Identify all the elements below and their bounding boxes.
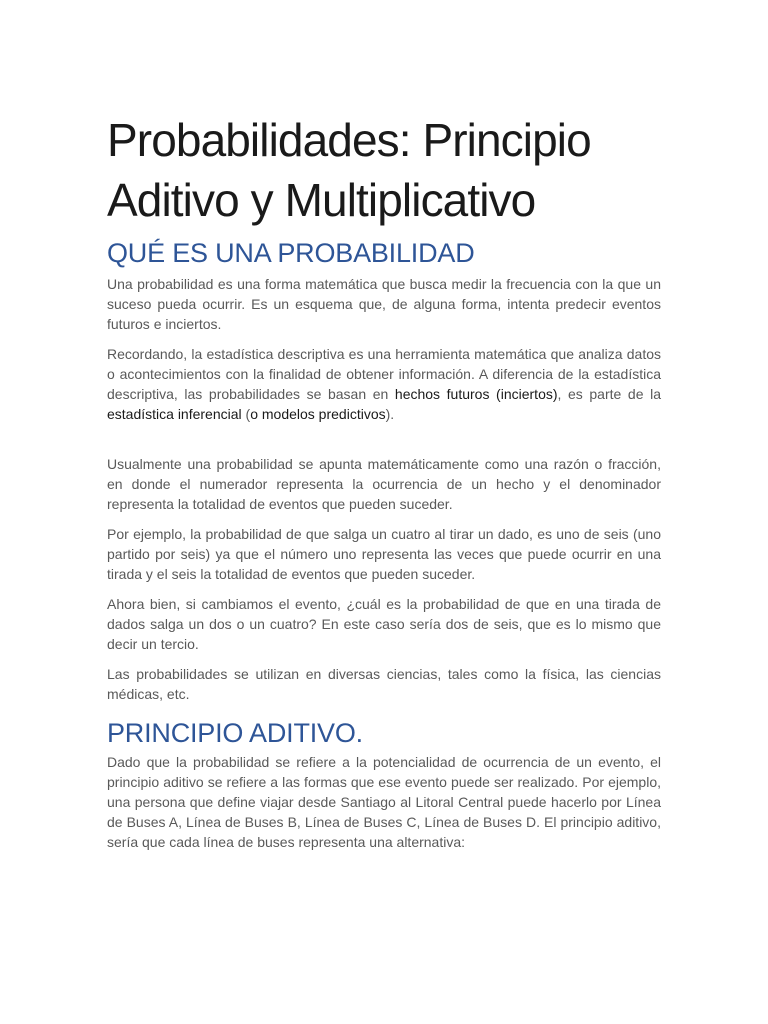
paragraph: Las probabilidades se utilizan en diversas ciencias, tales como la física, las ciencias médicas, etc.	[107, 666, 661, 702]
section-heading-probabilidad: QUÉ ES UNA PROBABILIDAD	[107, 238, 475, 268]
paragraph-text: (	[241, 406, 251, 422]
section-heading-principio-aditivo: PRINCIPIO ADITIVO.	[107, 718, 363, 748]
paragraph-text: Recordando, la estadística descriptiva es una herramienta matemática que analiza datos o acontecimientos con la finalidad de obtener información. A diferencia de la estadística descriptiva, las probabilidades se basan en	[107, 346, 661, 402]
paragraph: Ahora bien, si cambiamos el evento, ¿cuál es la probabilidad de que en una tirada de dados salga un dos o un cuatro? En este caso sería dos de seis, que es lo mismo que decir un tercio.	[107, 596, 661, 652]
paragraph: Una probabilidad es una forma matemática que busca medir la frecuencia con la que un suceso pueda ocurrir. Es un esquema que, de alguna forma, intenta predecir eventos futuros e inciertos.	[107, 276, 661, 332]
paragraph: Por ejemplo, la probabilidad de que salga un cuatro al tirar un dado, es uno de seis (uno partido por seis) ya que el número uno representa las veces que puede ocurrir en una tirada y el seis la totalidad de eventos que pueden suceder.	[107, 526, 661, 582]
paragraph-with-links	[107, 344, 661, 424]
paragraph-text: ).	[385, 406, 395, 422]
link-modelos-predictivos[interactable]: o modelos predictivos	[250, 406, 386, 422]
link-hechos-futuros[interactable]: hechos futuros (inciertos)	[394, 386, 558, 402]
paragraph: Usualmente una probabilidad se apunta matemáticamente como una razón o fracción, en donde el numerador representa la ocurrencia de un hecho y el denominador representa la totalidad de eventos que pueden suceder.	[107, 456, 661, 512]
paragraph: Dado que la probabilidad se refiere a la potencialidad de ocurrencia de un evento, el principio aditivo se refiere a las formas que ese evento puede ser realizado. Por ejemplo, una persona que define viajar desde Santiago al Litoral Central puede hacerlo por Línea de Buses A, Línea de Buses B, Línea de Buses C, Línea de Buses D. El principio aditivo, sería que cada línea de buses representa una alternativa:	[107, 754, 661, 850]
document-title: Probabilidades: Principio Aditivo y Multiplicativo	[107, 114, 591, 226]
paragraph-text: , es parte de la	[557, 386, 661, 402]
document-page	[107, 110, 661, 862]
link-estadistica-inferencial[interactable]: estadística inferencial	[107, 406, 242, 422]
